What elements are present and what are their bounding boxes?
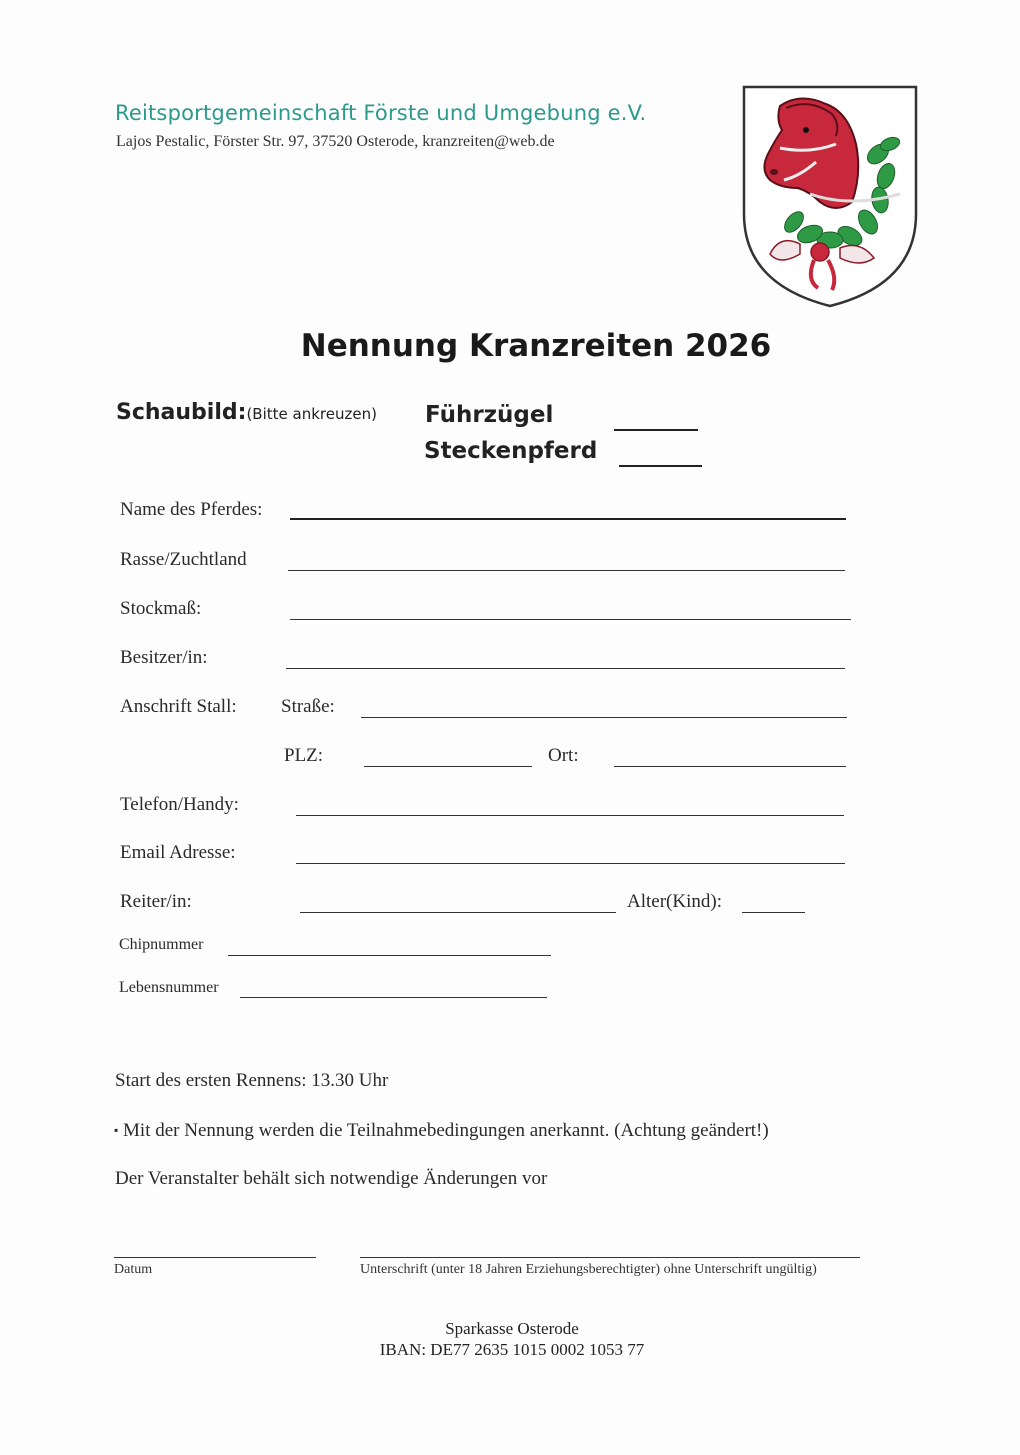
chipnummer-field[interactable] xyxy=(228,955,551,956)
option-fuehrzuegel-checkbox[interactable] xyxy=(614,429,698,431)
besitzer-label: Besitzer/in: xyxy=(120,647,208,668)
alter-field[interactable] xyxy=(742,912,805,913)
plz-field[interactable] xyxy=(364,766,532,767)
ort-label: Ort: xyxy=(548,745,579,766)
lebensnummer-label: Lebensnummer xyxy=(119,979,219,996)
bullet-icon: ▪ xyxy=(114,1123,119,1137)
form-title: Nennung Kranzreiten 2026 xyxy=(300,328,772,364)
alter-label: Alter(Kind): xyxy=(627,891,722,912)
telefon-label: Telefon/Handy: xyxy=(120,794,239,815)
option-steckenpferd-label: Steckenpferd xyxy=(424,438,598,464)
stockmass-field[interactable] xyxy=(290,619,851,620)
reiter-label: Reiter/in: xyxy=(120,891,192,912)
unterschrift-field[interactable] xyxy=(360,1257,860,1258)
conditions-note xyxy=(114,1120,769,1142)
email-field[interactable] xyxy=(296,863,845,864)
schaubild-hint: (Bitte ankreuzen) xyxy=(246,405,377,423)
bank-name: Sparkasse Osterode xyxy=(445,1319,579,1338)
lebensnummer-field[interactable] xyxy=(240,997,547,998)
rasse-label: Rasse/Zuchtland xyxy=(120,549,247,570)
besitzer-field[interactable] xyxy=(286,668,845,669)
anschrift-label: Anschrift Stall: xyxy=(120,696,237,717)
organization-address: Lajos Pestalic, Förster Str. 97, 37520 Osterode, kranzreiten@web.de xyxy=(116,133,555,150)
telefon-field[interactable] xyxy=(296,815,844,816)
unterschrift-label: Unterschrift (unter 18 Jahren Erziehungsberechtigter) ohne Unterschrift ungültig) xyxy=(360,1262,817,1277)
rasse-field[interactable] xyxy=(288,570,845,571)
strasse-field[interactable] xyxy=(361,717,847,718)
start-time-note: Start des ersten Rennens: 13.30 Uhr xyxy=(115,1070,389,1091)
conditions-text: Mit der Nennung werden die Teilnahmebedingungen anerkannt. (Achtung geändert!) xyxy=(123,1120,769,1141)
organization-name: Reitsportgemeinschaft Förste und Umgebung e.V. xyxy=(115,101,647,125)
strasse-label: Straße: xyxy=(281,696,335,717)
option-steckenpferd-checkbox[interactable] xyxy=(619,465,702,467)
chipnummer-label: Chipnummer xyxy=(119,936,204,953)
horse-head-crest-icon xyxy=(740,84,920,310)
reiter-field[interactable] xyxy=(300,912,616,913)
option-fuehrzuegel-label: Führzügel xyxy=(425,402,554,428)
bank-iban: IBAN: DE77 2635 1015 0002 1053 77 xyxy=(379,1340,645,1359)
schaubild-label xyxy=(116,400,377,425)
pferd-name-label: Name des Pferdes: xyxy=(120,499,263,520)
email-label: Email Adresse: xyxy=(120,842,236,863)
plz-label: PLZ: xyxy=(284,745,324,766)
datum-field[interactable] xyxy=(114,1257,316,1258)
stockmass-label: Stockmaß: xyxy=(120,598,202,619)
datum-label: Datum xyxy=(114,1262,153,1277)
schaubild-text: Schaubild: xyxy=(116,400,247,425)
pferd-name-field[interactable] xyxy=(290,518,846,520)
ort-field[interactable] xyxy=(614,766,846,767)
changes-note: Der Veranstalter behält sich notwendige Änderungen vor xyxy=(115,1168,548,1189)
